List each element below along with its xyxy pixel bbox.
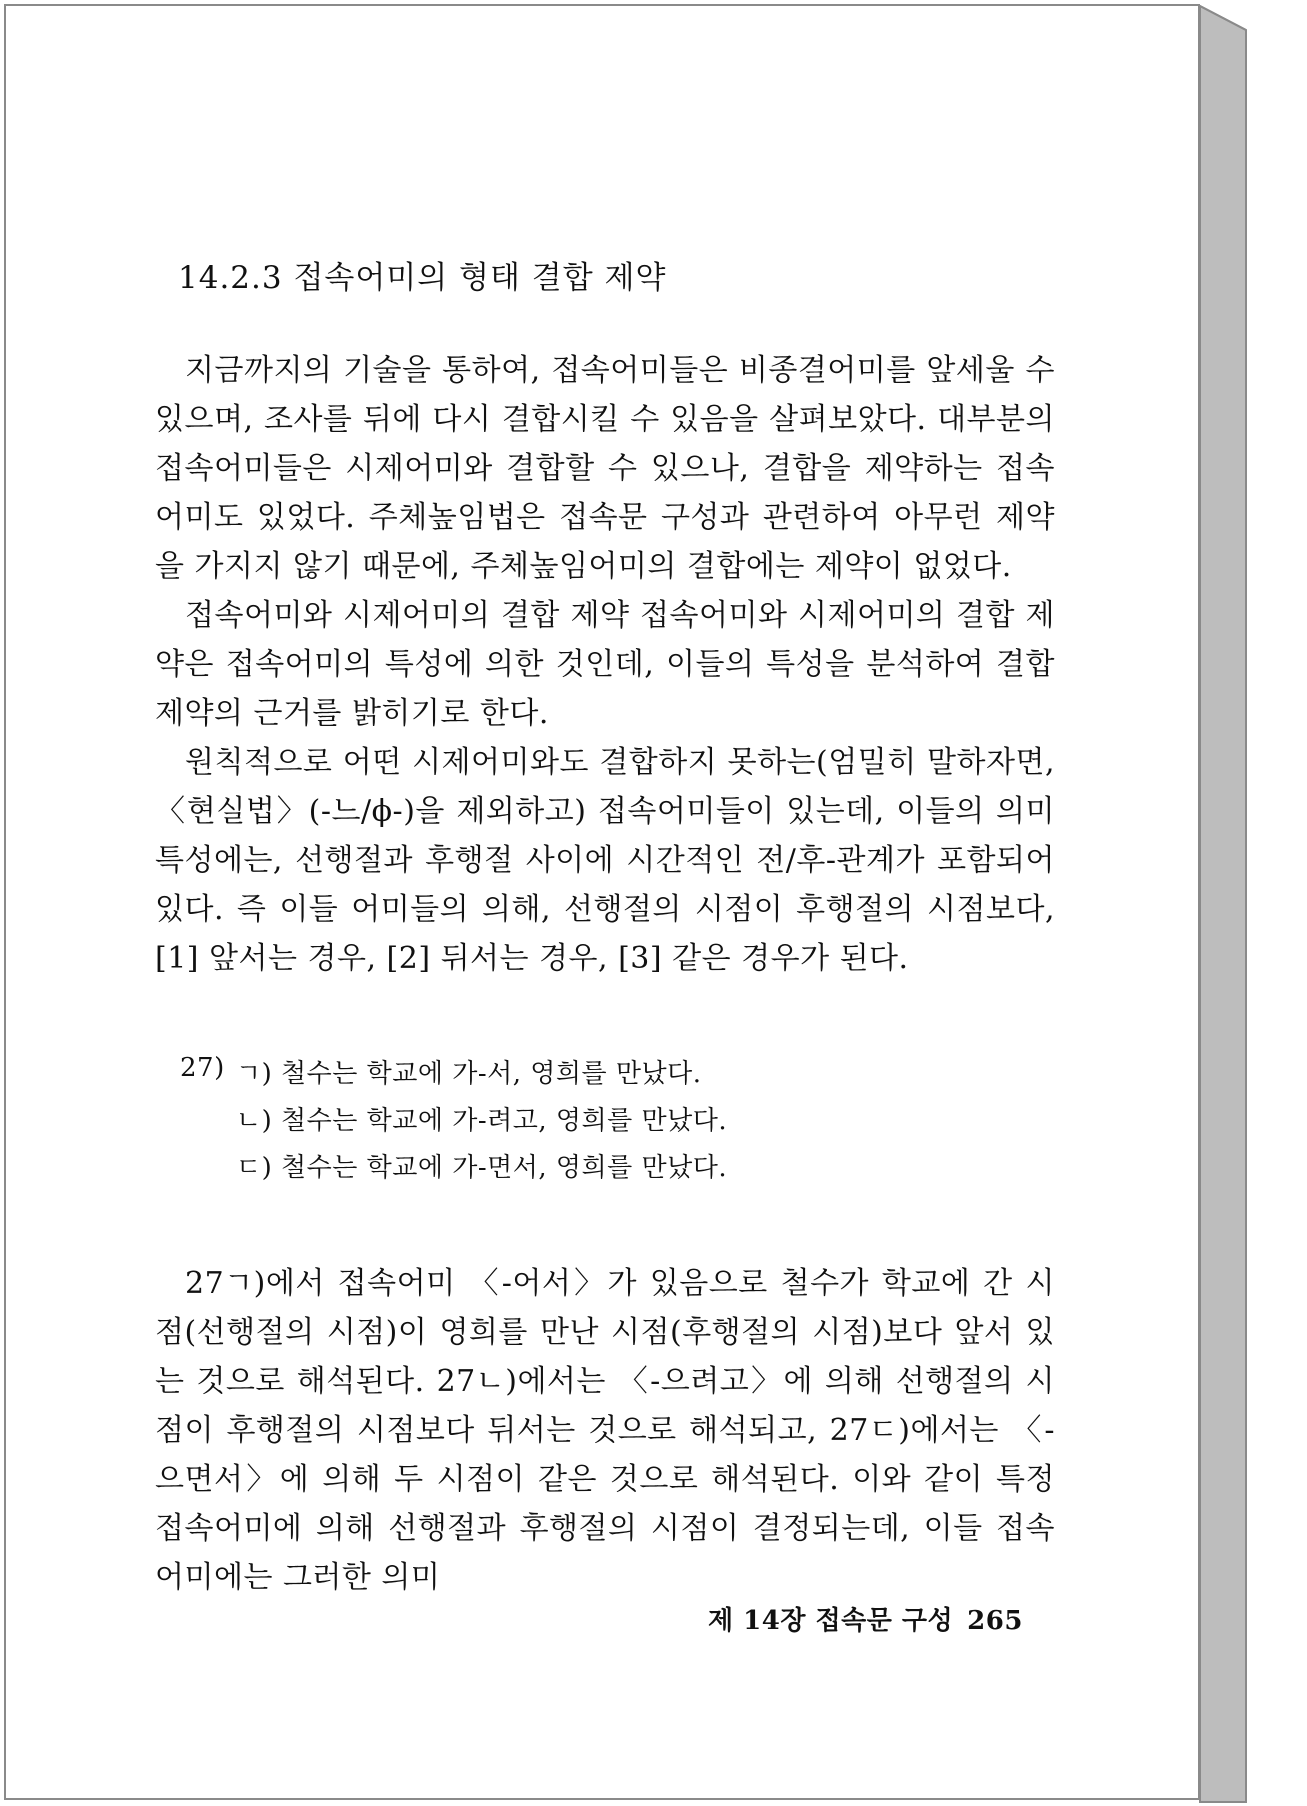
paragraph-4 [155,1259,1055,1602]
example-item-b: ㄴ) 철수는 학교에 가-려고, 영희를 만났다. [236,1106,728,1136]
page-number: 265 [967,1606,1023,1636]
footer-chapter-title: 제 14장 접속문 구성 [708,1606,954,1636]
paragraph-3-text: 원칙적으로 어떤 시제어미와도 결합하지 못하는(엄밀히 말하자면, 〈현실법〉(-느/ϕ-)을 제외하고) 접속어미들이 있는데, 이들의 의미 특성에는, 선행절과 후행절 사이에 시간적인 전/후-관계가 포함되어 있다. 즉 이들 어미들의 의해, 선행절의 시점이 후행절의 시점보다, [1] 앞서는 경우, [2] 뒤서는 경우, [3] 같은 경우가 된다. [155,745,1055,976]
example-item-a: ㄱ) 철수는 학교에 가-서, 영희를 만났다. [236,1059,702,1089]
example-item-c: ㄷ) 철수는 학교에 가-면서, 영희를 만났다. [236,1153,728,1183]
paragraph-2-text: 접속어미와 시제어미의 결합 제약 접속어미와 시제어미의 결합 제약은 접속어미의 특성에 의한 것인데, 이들의 특성을 분석하여 결합 제약의 근거를 밝히기로 한다. [155,598,1055,731]
paragraph-4-text: 27ㄱ)에서 접속어미 〈-어서〉가 있음으로 철수가 학교에 간 시점(선행절의 시점)이 영희를 만난 시점(후행절의 시점)보다 앞서 있는 것으로 해석된다. 27ㄴ)에서는 〈-으려고〉에 의해 선행절의 시점이 후행절의 시점보다 뒤서는 것으로 해석되고, 27ㄷ)에서는 〈-으면서〉에 의해 두 시점이 같은 것으로 해석된다. 이와 같이 특정 접속어미에 의해 선행절과 후행절의 시점이 결정되는데, 이들 접속어미에는 그러한 의미 [155,1266,1055,1595]
paragraph-1 [155,346,1055,591]
paragraph-2 [155,591,1055,738]
paragraph-3 [155,738,1055,983]
paragraph-1-text: 지금까지의 기술을 통하여, 접속어미들은 비종결어미를 앞세울 수 있으며, 조사를 뒤에 다시 결합시킬 수 있음을 살펴보았다. 대부분의 접속어미들은 시제어미와 결합할 수 있으나, 결합을 제약하는 접속어미도 있었다. 주체높임법은 접속문 구성과 관련하여 아무런 제약을 가지지 않기 때문에, 주체높임어미의 결합에는 제약이 없었다. [155,353,1055,584]
page-footer [708,1600,1023,1637]
example-number: 27) [180,1053,225,1083]
section-heading: 14.2.3 접속어미의 형태 결합 제약 [178,260,667,296]
